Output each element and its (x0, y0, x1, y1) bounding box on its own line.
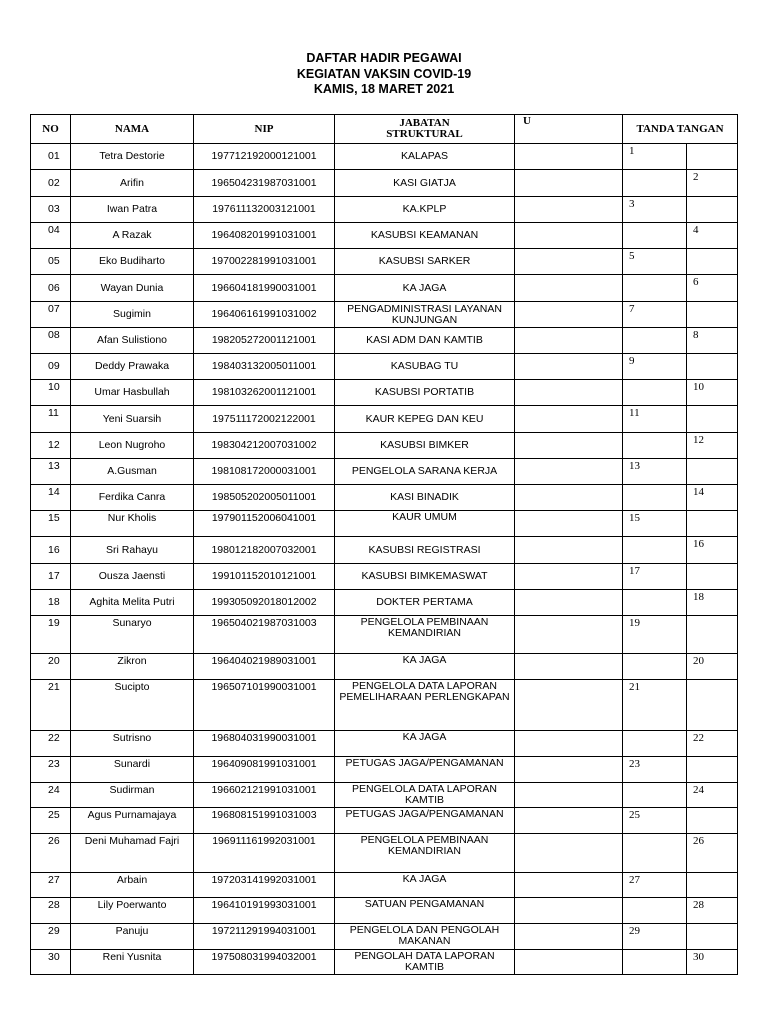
cell-nip: 198403132005011001 (194, 354, 335, 380)
cell-signature-left: 27 (623, 873, 687, 898)
cell-u (515, 485, 623, 511)
cell-u (515, 924, 623, 950)
table-row (31, 757, 738, 783)
cell-jabatan: PENGELOLA DAN PENGOLAH MAKANAN (335, 924, 515, 950)
table-header-row (31, 115, 738, 144)
cell-jabatan: SATUAN PENGAMANAN (335, 898, 515, 924)
cell-nip: 198012182007032001 (194, 537, 335, 564)
cell-nip: 198108172000031001 (194, 459, 335, 485)
cell-u (515, 731, 623, 757)
cell-nama: Ousza Jaensti (71, 564, 194, 590)
cell-no: 17 (31, 564, 71, 590)
cell-nip: 198304212007031002 (194, 433, 335, 459)
table-row (31, 731, 738, 757)
cell-signature-right-empty (687, 564, 738, 590)
cell-signature-right: 24 (687, 783, 738, 808)
cell-nip: 197712192000121001 (194, 144, 335, 170)
cell-no: 30 (31, 950, 71, 975)
cell-jabatan: KASUBSI PORTATIB (335, 380, 515, 406)
cell-nama: Ferdika Canra (71, 485, 194, 511)
cell-nama: Wayan Dunia (71, 275, 194, 302)
cell-no: 14 (31, 485, 71, 511)
cell-nip: 196911161992031001 (194, 834, 335, 873)
cell-signature-right-empty (687, 197, 738, 223)
cell-no: 29 (31, 924, 71, 950)
cell-signature-right-empty (687, 406, 738, 433)
cell-no: 23 (31, 757, 71, 783)
cell-signature-right-empty (687, 757, 738, 783)
cell-signature-left-empty (623, 380, 687, 406)
cell-jabatan: PENGELOLA PEMBINAAN KEMANDIRIAN (335, 616, 515, 654)
cell-u (515, 898, 623, 924)
cell-jabatan: KASI BINADIK (335, 485, 515, 511)
cell-no: 01 (31, 144, 71, 170)
cell-u (515, 537, 623, 564)
table-row (31, 511, 738, 537)
cell-no: 03 (31, 197, 71, 223)
table-row (31, 223, 738, 249)
cell-signature-right: 6 (687, 275, 738, 302)
cell-no: 19 (31, 616, 71, 654)
cell-no: 26 (31, 834, 71, 873)
table-row (31, 485, 738, 511)
cell-nama: Nur Kholis (71, 511, 194, 537)
cell-signature-right: 20 (687, 654, 738, 680)
cell-signature-left-empty (623, 783, 687, 808)
table-row (31, 302, 738, 328)
cell-u (515, 275, 623, 302)
cell-u (515, 590, 623, 616)
cell-signature-right-empty (687, 873, 738, 898)
cell-jabatan: KALAPAS (335, 144, 515, 170)
cell-no: 02 (31, 170, 71, 197)
cell-signature-right-empty (687, 808, 738, 834)
cell-nama: Reni Yusnita (71, 950, 194, 975)
cell-signature-left-empty (623, 328, 687, 354)
attendance-table (30, 114, 738, 975)
cell-u (515, 459, 623, 485)
header-no: NO (31, 115, 71, 144)
cell-nama: Aghita Melita Putri (71, 590, 194, 616)
cell-signature-left: 25 (623, 808, 687, 834)
cell-nama: Sri Rahayu (71, 537, 194, 564)
cell-jabatan: KASI ADM DAN KAMTIB (335, 328, 515, 354)
table-row (31, 808, 738, 834)
cell-nip: 198205272001121001 (194, 328, 335, 354)
header-tanda-tangan: TANDA TANGAN (623, 115, 738, 144)
cell-signature-right: 4 (687, 223, 738, 249)
table-row (31, 537, 738, 564)
cell-nip: 196409081991031001 (194, 757, 335, 783)
cell-signature-left-empty (623, 433, 687, 459)
cell-nip: 199305092018012002 (194, 590, 335, 616)
cell-nip: 196406161991031002 (194, 302, 335, 328)
cell-nip: 196410191993031001 (194, 898, 335, 924)
cell-signature-right: 8 (687, 328, 738, 354)
cell-nama: A Razak (71, 223, 194, 249)
cell-nama: Sunardi (71, 757, 194, 783)
table-row (31, 170, 738, 197)
cell-no: 16 (31, 537, 71, 564)
header-nama: NAMA (71, 115, 194, 144)
cell-jabatan: PENGADMINISTRASI LAYANAN KUNJUNGAN (335, 302, 515, 328)
cell-signature-right: 18 (687, 590, 738, 616)
cell-nama: Zikron (71, 654, 194, 680)
cell-u (515, 197, 623, 223)
cell-no: 20 (31, 654, 71, 680)
cell-nama: Sugimin (71, 302, 194, 328)
header-jabatan: JABATAN STRUKTURAL (335, 115, 515, 144)
cell-jabatan: KA JAGA (335, 873, 515, 898)
cell-u (515, 144, 623, 170)
title-line-2: KEGIATAN VAKSIN COVID-19 (296, 66, 472, 81)
cell-nip: 196408201991031001 (194, 223, 335, 249)
cell-nip: 197203141992031001 (194, 873, 335, 898)
cell-signature-left-empty (623, 275, 687, 302)
table-row (31, 197, 738, 223)
cell-jabatan: KASUBAG TU (335, 354, 515, 380)
cell-no: 11 (31, 406, 71, 433)
cell-u (515, 950, 623, 975)
cell-no: 18 (31, 590, 71, 616)
cell-no: 10 (31, 380, 71, 406)
cell-u (515, 433, 623, 459)
cell-signature-left: 11 (623, 406, 687, 433)
header-u: U (515, 115, 623, 144)
cell-no: 24 (31, 783, 71, 808)
cell-signature-left: 17 (623, 564, 687, 590)
cell-signature-left-empty (623, 485, 687, 511)
cell-signature-left-empty (623, 731, 687, 757)
table-row (31, 680, 738, 731)
cell-no: 08 (31, 328, 71, 354)
cell-no: 05 (31, 249, 71, 275)
cell-u (515, 249, 623, 275)
cell-signature-left: 29 (623, 924, 687, 950)
cell-u (515, 302, 623, 328)
cell-nama: Iwan Patra (71, 197, 194, 223)
table-row (31, 275, 738, 302)
cell-nama: A.Gusman (71, 459, 194, 485)
cell-signature-right: 12 (687, 433, 738, 459)
cell-jabatan: DOKTER PERTAMA (335, 590, 515, 616)
table-row (31, 459, 738, 485)
cell-nama: Deni Muhamad Fajri (71, 834, 194, 873)
cell-jabatan: KASUBSI SARKER (335, 249, 515, 275)
cell-nama: Sutrisno (71, 731, 194, 757)
cell-jabatan: PENGOLAH DATA LAPORAN KAMTIB (335, 950, 515, 975)
cell-signature-left-empty (623, 537, 687, 564)
table-row (31, 564, 738, 590)
cell-signature-left-empty (623, 834, 687, 873)
cell-signature-right: 14 (687, 485, 738, 511)
title-line-1: DAFTAR HADIR PEGAWAI (306, 51, 462, 65)
cell-signature-right: 26 (687, 834, 738, 873)
table-row (31, 433, 738, 459)
cell-signature-left: 23 (623, 757, 687, 783)
cell-signature-left-empty (623, 590, 687, 616)
cell-no: 07 (31, 302, 71, 328)
cell-signature-right: 10 (687, 380, 738, 406)
table-row (31, 834, 738, 873)
cell-no: 04 (31, 223, 71, 249)
cell-signature-left: 19 (623, 616, 687, 654)
cell-jabatan: KAUR UMUM (335, 511, 515, 537)
cell-jabatan: PENGELOLA SARANA KERJA (335, 459, 515, 485)
cell-nip: 197511172002122001 (194, 406, 335, 433)
cell-no: 06 (31, 275, 71, 302)
cell-nip: 196504231987031001 (194, 170, 335, 197)
cell-signature-left: 3 (623, 197, 687, 223)
cell-nip: 196604181990031001 (194, 275, 335, 302)
cell-signature-left: 21 (623, 680, 687, 731)
cell-jabatan: KA JAGA (335, 654, 515, 680)
cell-nama: Lily Poerwanto (71, 898, 194, 924)
cell-u (515, 757, 623, 783)
header-nip: NIP (194, 115, 335, 144)
cell-signature-left: 1 (623, 144, 687, 170)
cell-signature-left: 7 (623, 302, 687, 328)
cell-nip: 196808151991031003 (194, 808, 335, 834)
cell-nip: 196804031990031001 (194, 731, 335, 757)
cell-jabatan: KA.KPLP (335, 197, 515, 223)
cell-nip: 197901152006041001 (194, 511, 335, 537)
cell-jabatan: PENGELOLA PEMBINAAN KEMANDIRIAN (335, 834, 515, 873)
cell-no: 28 (31, 898, 71, 924)
cell-u (515, 354, 623, 380)
table-row (31, 654, 738, 680)
table-row (31, 783, 738, 808)
cell-signature-right: 2 (687, 170, 738, 197)
cell-signature-right: 16 (687, 537, 738, 564)
cell-u (515, 170, 623, 197)
cell-nama: Afan Sulistiono (71, 328, 194, 354)
cell-u (515, 680, 623, 731)
cell-signature-left-empty (623, 223, 687, 249)
table-row (31, 873, 738, 898)
cell-nip: 197508031994032001 (194, 950, 335, 975)
cell-nama: Sudirman (71, 783, 194, 808)
cell-jabatan: PENGELOLA DATA LAPORAN KAMTIB (335, 783, 515, 808)
cell-u (515, 511, 623, 537)
cell-signature-right-empty (687, 302, 738, 328)
cell-signature-left-empty (623, 950, 687, 975)
cell-jabatan: KAUR KEPEG DAN KEU (335, 406, 515, 433)
cell-nip: 197611132003121001 (194, 197, 335, 223)
cell-no: 12 (31, 433, 71, 459)
cell-nama: Yeni Suarsih (71, 406, 194, 433)
cell-signature-left-empty (623, 654, 687, 680)
table-row (31, 950, 738, 975)
cell-u (515, 380, 623, 406)
cell-jabatan: KASUBSI BIMKER (335, 433, 515, 459)
cell-jabatan: KASUBSI BIMKEMASWAT (335, 564, 515, 590)
table-row (31, 354, 738, 380)
cell-jabatan: KASUBSI KEAMANAN (335, 223, 515, 249)
title-line-3: KAMIS, 18 MARET 2021 (313, 82, 455, 96)
cell-signature-right-empty (687, 144, 738, 170)
table-row (31, 924, 738, 950)
cell-nama: Arifin (71, 170, 194, 197)
cell-nama: Agus Purnamajaya (71, 808, 194, 834)
table-row (31, 144, 738, 170)
cell-nip: 196504021987031003 (194, 616, 335, 654)
cell-u (515, 564, 623, 590)
cell-jabatan: KA JAGA (335, 275, 515, 302)
cell-nama: Sucipto (71, 680, 194, 731)
table-row (31, 590, 738, 616)
cell-nip: 197002281991031001 (194, 249, 335, 275)
cell-u (515, 808, 623, 834)
cell-no: 21 (31, 680, 71, 731)
cell-signature-left: 5 (623, 249, 687, 275)
cell-jabatan: KASUBSI REGISTRASI (335, 537, 515, 564)
cell-nip: 196602121991031001 (194, 783, 335, 808)
cell-signature-left-empty (623, 170, 687, 197)
cell-u (515, 834, 623, 873)
cell-signature-left-empty (623, 898, 687, 924)
cell-no: 09 (31, 354, 71, 380)
cell-nama: Eko Budiharto (71, 249, 194, 275)
cell-jabatan: KASI GIATJA (335, 170, 515, 197)
cell-signature-right: 28 (687, 898, 738, 924)
cell-signature-right-empty (687, 511, 738, 537)
cell-signature-right-empty (687, 459, 738, 485)
cell-nama: Tetra Destorie (71, 144, 194, 170)
cell-no: 27 (31, 873, 71, 898)
cell-signature-left: 15 (623, 511, 687, 537)
table-row (31, 249, 738, 275)
cell-u (515, 654, 623, 680)
cell-u (515, 783, 623, 808)
cell-signature-right: 30 (687, 950, 738, 975)
table-row (31, 616, 738, 654)
cell-nama: Sunaryo (71, 616, 194, 654)
cell-signature-right-empty (687, 354, 738, 380)
cell-nip: 199101152010121001 (194, 564, 335, 590)
table-row (31, 898, 738, 924)
cell-signature-right-empty (687, 680, 738, 731)
cell-no: 15 (31, 511, 71, 537)
cell-u (515, 406, 623, 433)
cell-jabatan: PETUGAS JAGA/PENGAMANAN (335, 808, 515, 834)
cell-signature-right-empty (687, 924, 738, 950)
cell-signature-right-empty (687, 249, 738, 275)
cell-nama: Deddy Prawaka (71, 354, 194, 380)
cell-signature-left: 9 (623, 354, 687, 380)
table-row (31, 380, 738, 406)
cell-jabatan: PENGELOLA DATA LAPORAN PEMELIHARAAN PERLENGKAPAN (335, 680, 515, 731)
table-row (31, 328, 738, 354)
cell-no: 13 (31, 459, 71, 485)
document-title (0, 51, 768, 98)
cell-jabatan: KA JAGA (335, 731, 515, 757)
cell-u (515, 873, 623, 898)
cell-nama: Leon Nugroho (71, 433, 194, 459)
cell-nip: 197211291994031001 (194, 924, 335, 950)
cell-no: 25 (31, 808, 71, 834)
cell-nip: 198103262001121001 (194, 380, 335, 406)
cell-nip: 198505202005011001 (194, 485, 335, 511)
cell-u (515, 223, 623, 249)
cell-no: 22 (31, 731, 71, 757)
cell-nip: 196404021989031001 (194, 654, 335, 680)
cell-nama: Umar Hasbullah (71, 380, 194, 406)
cell-signature-left: 13 (623, 459, 687, 485)
cell-nama: Arbain (71, 873, 194, 898)
table-body (31, 144, 738, 975)
cell-signature-right-empty (687, 616, 738, 654)
cell-nip: 196507101990031001 (194, 680, 335, 731)
cell-jabatan: PETUGAS JAGA/PENGAMANAN (335, 757, 515, 783)
cell-nama: Panuju (71, 924, 194, 950)
cell-signature-right: 22 (687, 731, 738, 757)
cell-u (515, 328, 623, 354)
cell-u (515, 616, 623, 654)
table-row (31, 406, 738, 433)
